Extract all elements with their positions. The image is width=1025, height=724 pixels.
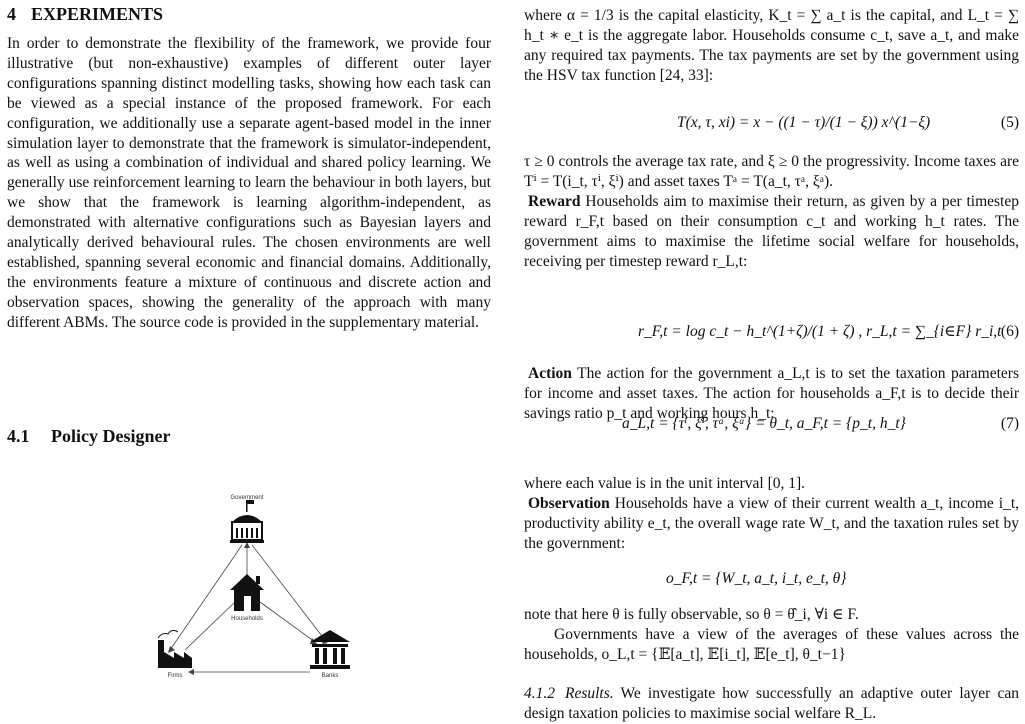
equation-5-body: T(x, τ, xi) = x − ((1 − τ)/(1 − ξ)) x^(1−ξ): [677, 114, 931, 131]
factory-icon: [158, 630, 192, 668]
house-icon: [230, 574, 264, 611]
edge-government-firms: [170, 545, 242, 650]
action-text: The action for the government a_L,t is to set the taxation parameters for income and asset taxes. The action for households a_F,t is to decide their savings ratio p_t and working hours h_t:: [524, 365, 1019, 422]
subsubsection-title: Results.: [565, 685, 614, 702]
edge-households-banks: [260, 602, 315, 642]
paragraph-tax-params: τ ≥ 0 controls the average tax rate, and ξ ≥ 0 the progressivity. Income taxes are Tⁱ = T(i_t, τⁱ, ξⁱ) and asset taxes Tᵃ = T(a_t, τᵃ, ξᵃ).: [524, 153, 1019, 190]
intro-paragraph: In order to demonstrate the flexibility of the framework, we provide four illustrative (but non-exhaustive) examples of different outer layer configurations spanning distinct modelling tasks, showing how each task can be viewed as a special instance of the proposed framework. For each configuration, we additionally use a separate agent-based model in the inner simulation layer to demonstrate that the framework is simulator-independent, as well as using a combination of individual and shared policy learning. We generally use reinforcement learning to learn the behaviour in both layers, but we show that the framework is learning algorithm-independent, as demonstrated with alternative configurations such as Bayesian layers and analytically derived behavioural rules. The chosen environments are well established, spanning several economic and financial domains. Additionally, the environments feature a mixture of continuous and discrete action and observation spaces, showing the generality of the approach with many different ABMs. The source code is provided in the supplementary material.: [7, 35, 491, 331]
right-column: [524, 0, 1019, 724]
observation-text: Households have a view of their current wealth a_t, income i_t, productivity ability e_t, the overall wage rate W_t, and the taxation rules set by the government:: [524, 495, 1019, 552]
action-keyword: Action: [528, 365, 572, 382]
government-label: Government: [230, 495, 264, 501]
equation-6-number: (6): [1000, 323, 1019, 340]
reward-text: Households aim to maximise their return, as given by a per timestep reward r_F,t based on their consumption c_t and working h_t rates. The government aims to maximise the lifetime social welfare for households, receiving per timestep reward r_L,t:: [524, 193, 1019, 270]
paragraph-observable: note that here θ is fully observable, so θ = θ̂_i, ∀i ∈ F.: [524, 606, 859, 623]
section-number: 4: [7, 4, 16, 24]
section-heading-4-1: [7, 425, 170, 447]
equation-6-body: r_F,t = log c_t − h_t^(1+ζ)/(1 + ζ) , r_L,t = ∑_{i∈F} r_i,t: [638, 323, 1002, 340]
subsection-number: 4.1: [7, 426, 30, 446]
edge-government-banks: [252, 545, 325, 640]
section-heading-4: [7, 3, 163, 25]
paragraph-observation: [524, 494, 1019, 554]
banks-label: Banks: [321, 673, 339, 679]
observation-keyword: Observation: [528, 495, 610, 512]
paragraph-results: [524, 684, 1019, 724]
paragraph-reward: [524, 192, 1019, 272]
equation-8-body: o_F,t = {W_t, a_t, i_t, e_t, θ}: [666, 570, 847, 587]
households-label: Households: [231, 616, 263, 622]
bank-icon: [310, 630, 350, 669]
paragraph-capital: where α = 1/3 is the capital elasticity, K_t = ∑ a_t is the capital, and L_t = ∑ h_t ∗ e_t is the aggregate labor. Households consume c_t, save a_t, and make any required tax payments. The tax payments are set by the government using the HSV tax function [24, 33]:: [524, 7, 1019, 84]
agent-diagram: [150, 490, 370, 685]
reward-keyword: Reward: [528, 193, 581, 210]
section-title: EXPERIMENTS: [31, 4, 164, 24]
equation-5-number: (5): [1000, 114, 1019, 131]
subsubsection-number: 4.1.2: [524, 685, 555, 702]
subsection-title: Policy Designer: [51, 426, 171, 446]
paragraph-government-view: Governments have a view of the averages of these values across the households, o_L,t = {𝔼[a_t], 𝔼[i_t], 𝔼[e_t], θ_t−1}: [524, 626, 1019, 663]
equation-7-body: a_L,t = {τⁱ, ξⁱ, τᵃ, ξᵃ} = θ_t, a_F,t = {p_t, h_t}: [622, 415, 906, 432]
government-icon: [230, 500, 264, 543]
results-text: We investigate how successfully an adaptive outer layer can design taxation policies to maximise social welfare R_L.: [524, 685, 1019, 722]
firms-label: Firms: [167, 673, 183, 679]
paragraph-unit-interval: where each value is in the unit interval [0, 1].: [524, 475, 806, 492]
equation-7-number: (7): [1000, 415, 1019, 432]
edge-households-firms: [185, 602, 235, 650]
